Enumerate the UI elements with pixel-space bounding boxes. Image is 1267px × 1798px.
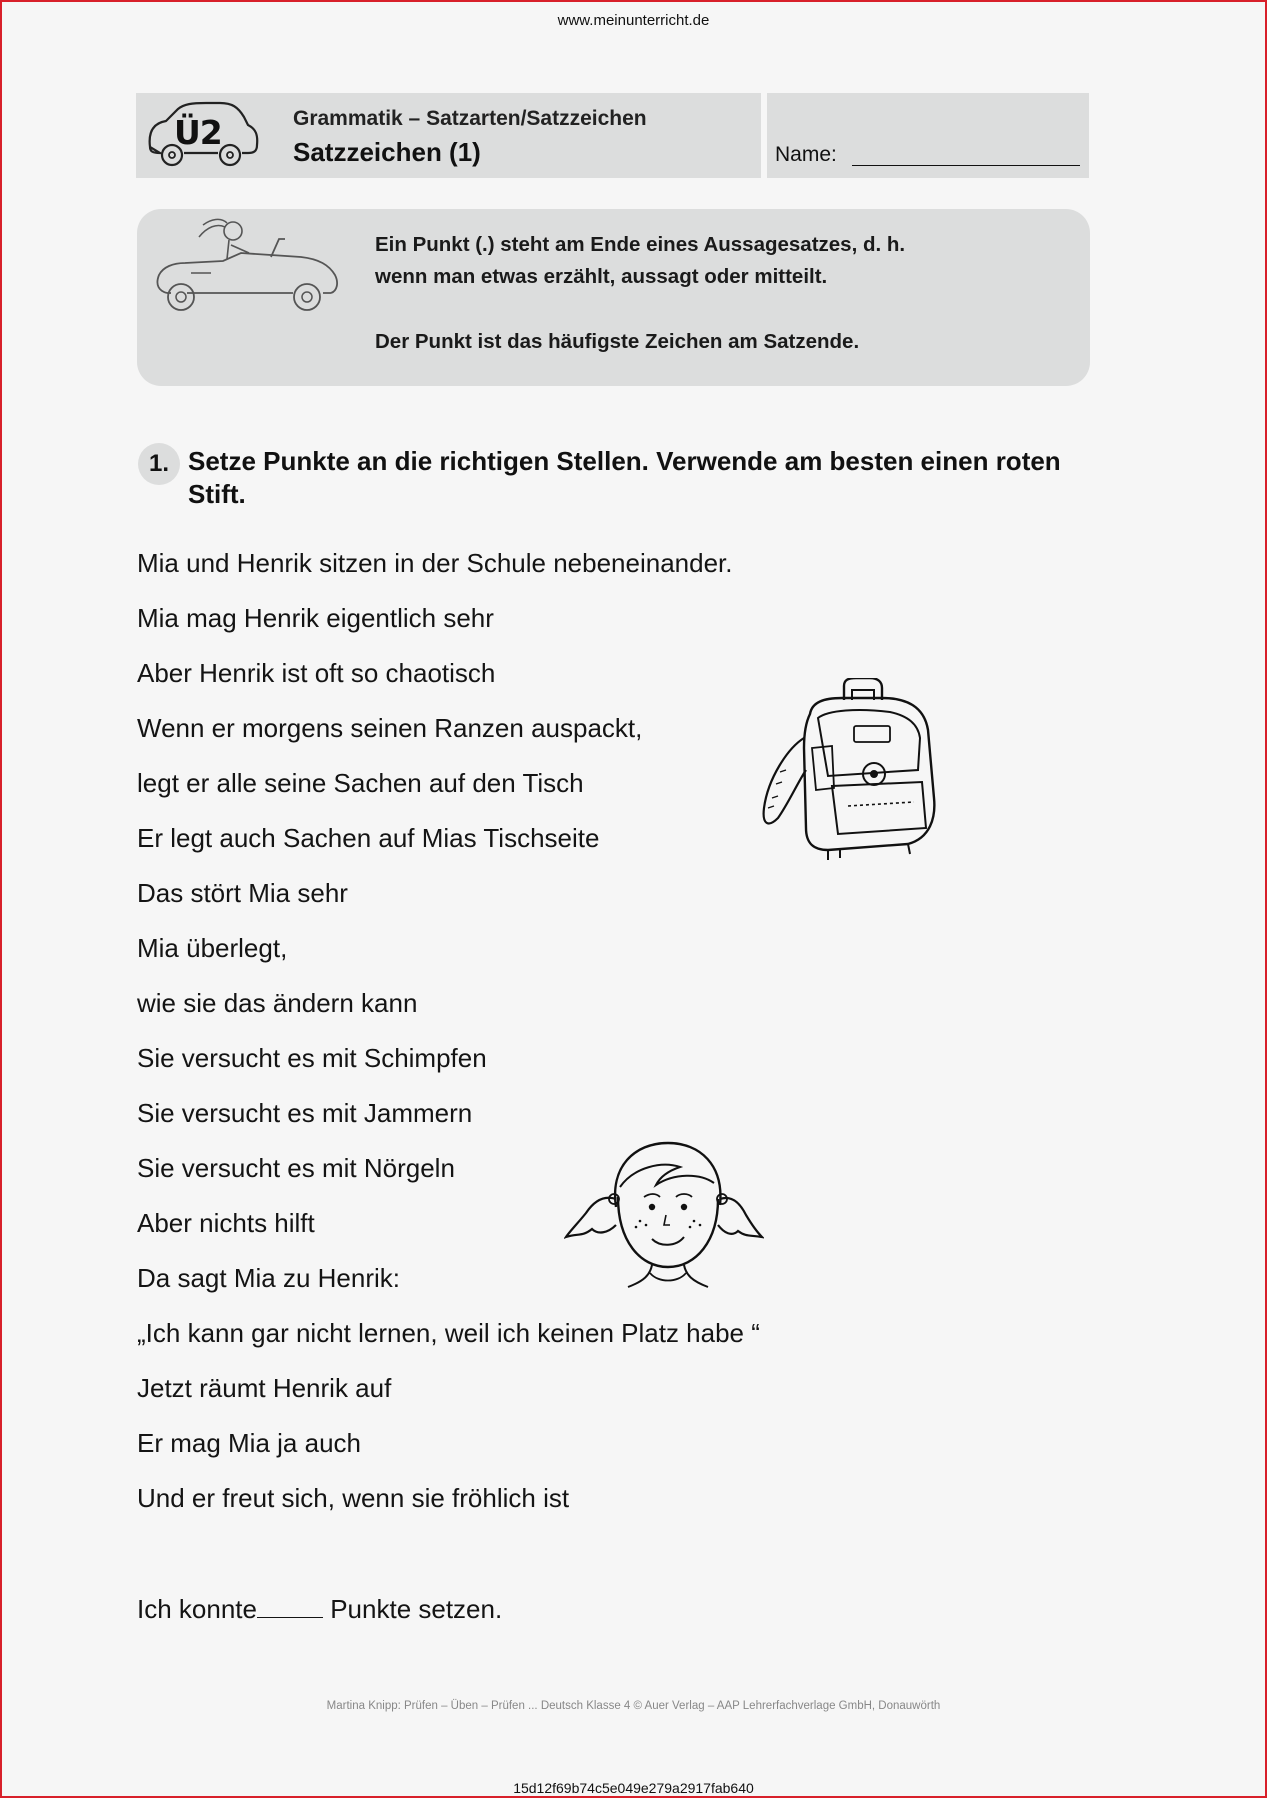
sentence-line: Er legt auch Sachen auf Mias Tischseite: [137, 823, 600, 853]
info-line-2: wenn man etwas erzählt, aussagt oder mitteilt.: [375, 265, 828, 288]
info-box: [137, 209, 1090, 386]
sentence-line: Er mag Mia ja auch: [137, 1428, 361, 1458]
subject-heading: Grammatik – Satzarten/Satzzeichen: [293, 107, 647, 130]
sentence-line: Aber nichts hilft: [137, 1208, 315, 1238]
info-line-1: Ein Punkt (.) steht am Ende eines Aussagesatzes, d. h.: [375, 233, 906, 256]
sentence-line: Sie versucht es mit Nörgeln: [137, 1153, 455, 1183]
sentence-line: wie sie das ändern kann: [137, 988, 418, 1018]
sentence-line: Jetzt räumt Henrik auf: [137, 1373, 392, 1403]
sentence-line: Mia mag Henrik eigentlich sehr: [137, 603, 494, 633]
sentence-line: Und er freut sich, wenn sie fröhlich ist: [137, 1483, 570, 1513]
sentence-line: Da sagt Mia zu Henrik:: [137, 1263, 400, 1293]
name-write-line[interactable]: [852, 165, 1080, 166]
sentence-line: legt er alle seine Sachen auf den Tisch: [137, 768, 584, 798]
sentence-line: „Ich kann gar nicht lernen, weil ich keinen Platz habe “: [137, 1318, 760, 1348]
sentence-line: Aber Henrik ist oft so chaotisch: [137, 658, 496, 688]
convertible-car-icon: [151, 215, 351, 325]
name-field-box: [767, 93, 1089, 178]
sentence-line: Sie versucht es mit Schimpfen: [137, 1043, 487, 1073]
task-instruction: Setze Punkte an die richtigen Stellen. Verwende am besten einen roten Stift.: [188, 446, 1061, 509]
sentence-line: Mia überlegt,: [137, 933, 288, 963]
points-blank[interactable]: [257, 1595, 323, 1618]
worksheet-header: [136, 93, 761, 178]
sentence-line: Mia und Henrik sitzen in der Schule nebeneinander.: [137, 548, 733, 578]
summary-prefix: Ich konnte: [137, 1594, 257, 1624]
girl-face-icon: [564, 1137, 764, 1297]
copyright-footer: Martina Knipp: Prüfen – Üben – Prüfen ... Deutsch Klasse 4 © Auer Verlag – AAP Lehrerfachverlage GmbH, Donauwörth: [326, 1700, 941, 1712]
exercise-badge: Ü2: [174, 113, 222, 152]
sentence-line: Das stört Mia sehr: [137, 878, 348, 908]
backpack-icon: [758, 678, 938, 864]
page-title: Satzzeichen (1): [293, 137, 481, 167]
summary-suffix: Punkte setzen.: [322, 1594, 503, 1624]
task-number: 1.: [138, 443, 180, 485]
summary-line: [137, 1594, 502, 1625]
source-url: www.meinunterricht.de: [557, 12, 710, 29]
name-label: Name:: [775, 143, 837, 166]
document-hash: 15d12f69b74c5e049e279a2917fab640: [513, 1780, 754, 1796]
sentence-line: Sie versucht es mit Jammern: [137, 1098, 473, 1128]
sentence-line: Wenn er morgens seinen Ranzen auspackt,: [137, 713, 643, 743]
info-line-3: Der Punkt ist das häufigste Zeichen am Satzende.: [375, 330, 860, 353]
